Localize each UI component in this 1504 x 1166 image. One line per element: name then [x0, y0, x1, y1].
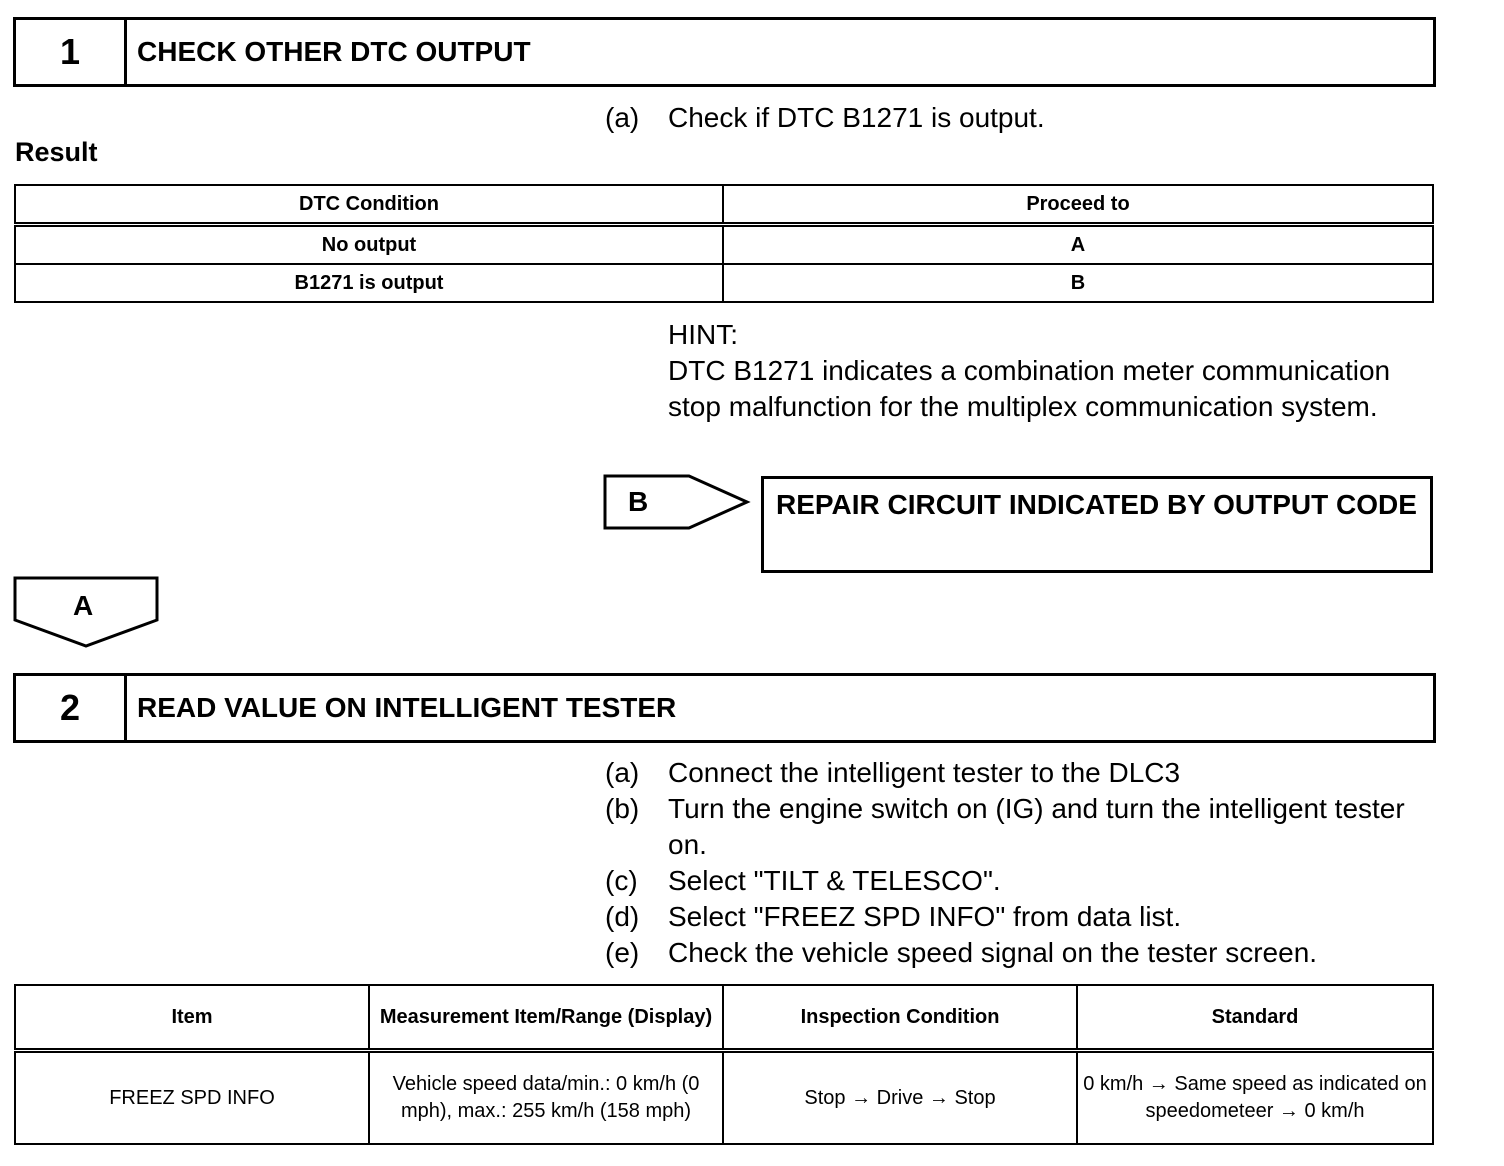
table-cell: B [723, 264, 1433, 302]
step-2-title: READ VALUE ON INTELLIGENT TESTER [137, 692, 677, 723]
instruction-text: Select "FREEZ SPD INFO" from data list. [668, 901, 1182, 932]
data-list-table [14, 984, 1434, 1145]
column-header: Standard [1077, 985, 1433, 1051]
table-cell: 0 km/h → Same speed as indicated on speedometeer → 0 km/h [1077, 1051, 1433, 1145]
table-cell: B1271 is output [15, 264, 723, 302]
table-cell: A [723, 225, 1433, 265]
instruction-label: (e) [605, 937, 640, 968]
branch-b-arrow-icon [603, 474, 753, 532]
branch-a-label: A [73, 590, 94, 621]
list-item [605, 791, 1428, 863]
list-item [605, 935, 1428, 971]
hint-title: HINT: [668, 319, 738, 350]
branch-b-label: B [628, 486, 649, 517]
table-cell: No output [15, 225, 723, 265]
column-header: Proceed to [723, 185, 1433, 225]
result-heading: Result [15, 137, 98, 167]
column-header: Inspection Condition [723, 985, 1077, 1051]
repair-action-box: REPAIR CIRCUIT INDICATED BY OUTPUT CODE [761, 476, 1433, 573]
table-cell: Stop → Drive → Stop [723, 1051, 1077, 1145]
step-2-number: 2 [16, 676, 127, 740]
instruction-label: (a) [605, 102, 640, 133]
instruction-label: (c) [605, 865, 638, 896]
step-1-number: 1 [16, 20, 127, 84]
table-row [15, 225, 1433, 265]
step-1-instructions [605, 100, 1428, 136]
list-item [605, 899, 1428, 935]
table-cell: Vehicle speed data/min.: 0 km/h (0 mph), max.: 255 km/h (158 mph) [369, 1051, 723, 1145]
hint-text: DTC B1271 indicates a combination meter communication stop malfunction for the multiplex communication system. [668, 355, 1391, 422]
instruction-text: Connect the intelligent tester to the DLC3 [668, 757, 1181, 788]
column-header: DTC Condition [15, 185, 723, 225]
step-2-instructions [605, 755, 1428, 971]
instruction-text: Check the vehicle speed signal on the tester screen. [668, 937, 1318, 968]
column-header: Measurement Item/Range (Display) [369, 985, 723, 1051]
list-item [605, 863, 1428, 899]
result-table [14, 184, 1434, 303]
table-header-row [15, 985, 1433, 1051]
table-header-row [15, 185, 1433, 225]
hint-block [668, 317, 1428, 425]
instruction-label: (d) [605, 901, 640, 932]
instruction-text: Check if DTC B1271 is output. [668, 102, 1045, 133]
instruction-text: Turn the engine switch on (IG) and turn the intelligent tester on. [668, 793, 1405, 860]
instruction-label: (a) [605, 757, 640, 788]
instruction-label: (b) [605, 793, 640, 824]
step-1-title: CHECK OTHER DTC OUTPUT [137, 36, 531, 67]
step-2-header [13, 673, 1436, 743]
table-cell: FREEZ SPD INFO [15, 1051, 369, 1145]
column-header: Item [15, 985, 369, 1051]
table-row [15, 264, 1433, 302]
instruction-text: Select "TILT & TELESCO". [668, 865, 1001, 896]
list-item [605, 100, 1428, 136]
list-item [605, 755, 1428, 791]
table-row [15, 1051, 1433, 1145]
step-1-header [13, 17, 1436, 87]
